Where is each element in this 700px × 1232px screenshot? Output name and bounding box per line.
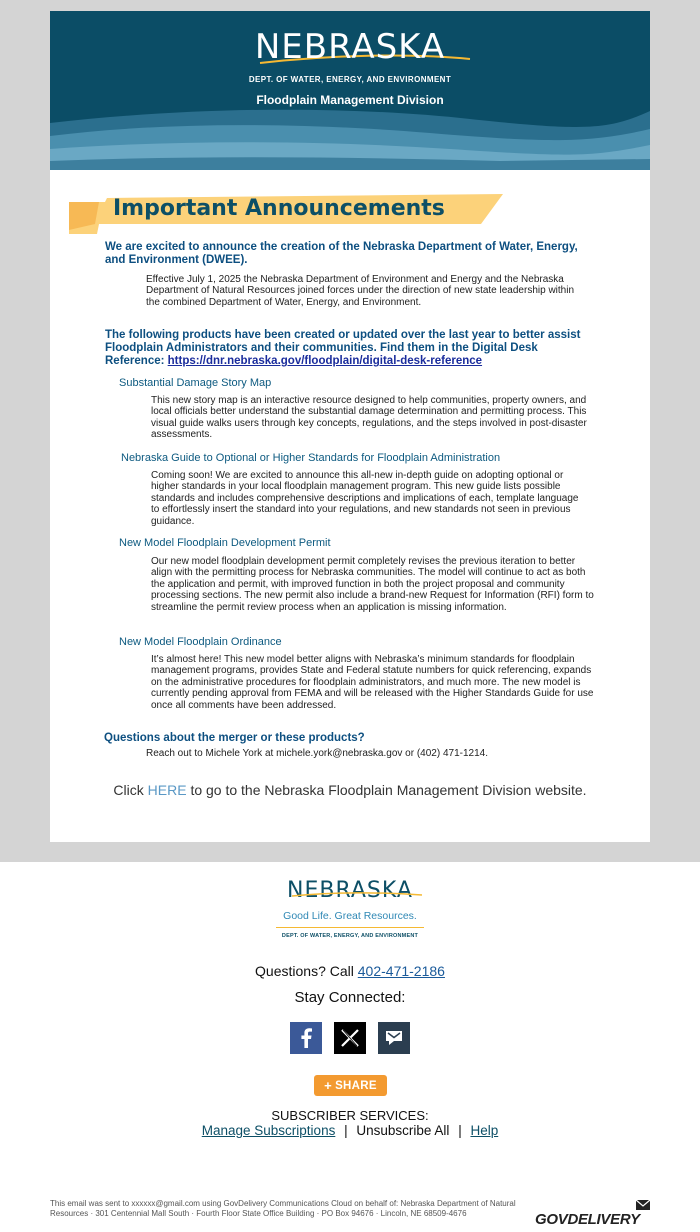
intro-text: Effective July 1, 2025 the Nebraska Department of Environment and Energy and the Nebraska Department of Natural Resources joined forces under the direction of new state leadership within the combined Department of Water, Energy, and Environment.	[146, 274, 575, 308]
subscriber-links: Manage Subscriptions | Unsubscribe All | Help	[201, 1123, 499, 1138]
footer-tagline: Good Life. Great Resources.	[283, 910, 417, 922]
help-link[interactable]: Help	[470, 1123, 499, 1138]
header-banner	[50, 11, 650, 170]
announcement-banner	[69, 192, 509, 234]
product-title-4: New Model Floodplain Ordinance	[119, 636, 282, 648]
phone-link[interactable]: 402-471-2186	[357, 963, 445, 979]
govdelivery-logo: GOVDELIVERY	[535, 1205, 655, 1231]
x-twitter-icon[interactable]	[334, 1022, 366, 1054]
header-brand: NEBRASKA	[254, 27, 446, 67]
product-text-2: Coming soon! We are excited to announce this all-new in-depth guide on adopting optional or higher standards in your local floodplain management program. This new guide lists possible standards and includes comprehensive descriptions and implications of each, template language to effortlessly insert the standard into your regulations, and new standards not seen in previous guidance.	[151, 470, 579, 527]
footer-logo	[272, 878, 428, 939]
subscriber-services: SUBSCRIBER SERVICES:	[271, 1108, 429, 1123]
footer-swoosh	[272, 892, 428, 898]
footer-dept: DEPT. OF WATER, ENERGY, AND ENVIRONMENT	[281, 933, 419, 939]
facebook-icon[interactable]	[290, 1022, 322, 1054]
products-heading: The following products have been created or updated over the last year to better assist Floodplain Administrators and their communities. Find them in the Digital Desk Reference: https://dnr.nebraska.gov/floodplain/digital-desk-reference	[105, 329, 581, 367]
questions-call: Questions? Call 402-471-2186	[255, 963, 445, 979]
website-line: Click HERE to go to the Nebraska Floodplain Management Division website.	[113, 782, 587, 798]
fine-print: This email was sent to xxxxxx@gmail.com using GovDelivery Communications Cloud on behalf of: Nebraska Department of Natural Resources · 301 Centennial Mall South · Fourth Floor State Office Building · PO Box 94676 · Lincoln, NE 68509-4676	[50, 1199, 516, 1218]
envelope-icon	[635, 1199, 651, 1211]
product-text-4: It’s almost here! This new model better aligns with Nebraska’s minimum standards for floodplain management programs, provides State and Federal statute numbers for quick referencing, expands on the administrative procedures for floodplain administrators, and much more. The new model is currently pending approval from FEMA and will be released with the Higher Standards Guide for use once all comments have been addressed.	[151, 654, 594, 711]
footer-brand: NEBRASKA	[287, 878, 413, 903]
product-title-2: Nebraska Guide to Optional or Higher Standards for Floodplain Administration	[121, 452, 501, 464]
email-card	[50, 11, 650, 842]
product-text-1: This new story map is an interactive resource designed to help communities, property owners, and local officials better understand the substantial damage determination and permitting process. This visual guide walks users through key concepts, regulations, and the steps involved in post-disaster assessments.	[151, 395, 587, 441]
footer-divider	[276, 927, 424, 928]
header-division: Floodplain Management Division	[256, 93, 444, 107]
product-title-1: Substantial Damage Story Map	[119, 377, 272, 389]
unsubscribe-all[interactable]: Unsubscribe All	[356, 1123, 450, 1138]
stay-connected: Stay Connected:	[294, 989, 406, 1006]
announcement-title: Important Announcements	[113, 196, 445, 221]
intro-heading: We are excited to announce the creation of the Nebraska Department of Water, Energy, and Environment (DWEE).	[105, 241, 578, 266]
email-share-icon[interactable]	[378, 1022, 410, 1054]
plus-icon: +	[324, 1078, 333, 1093]
product-title-3: New Model Floodplain Development Permit	[119, 537, 331, 549]
questions-text: Reach out to Michele York at michele.york@nebraska.gov or (402) 471-1214.	[146, 748, 489, 759]
product-text-3: Our new model floodplain development permit completely revises the previous iteration to better align with the permitting process for Nebraska communities. The model will continue to act as both the application and permit, with improved function in both the project proposal and community processing sections. The new permit also include a brand-new Request for Information (RFI) form to streamline the permit review process when an application is missing information.	[151, 556, 594, 613]
questions-heading: Questions about the merger or these products?	[104, 732, 365, 744]
manage-subscriptions-link[interactable]: Manage Subscriptions	[201, 1123, 336, 1138]
digital-desk-link[interactable]: https://dnr.nebraska.gov/floodplain/digital-desk-reference	[167, 355, 483, 367]
header-dept: DEPT. OF WATER, ENERGY, AND ENVIRONMENT	[248, 75, 452, 84]
here-link[interactable]: HERE	[147, 782, 187, 798]
share-button[interactable]: + SHARE	[314, 1075, 387, 1096]
